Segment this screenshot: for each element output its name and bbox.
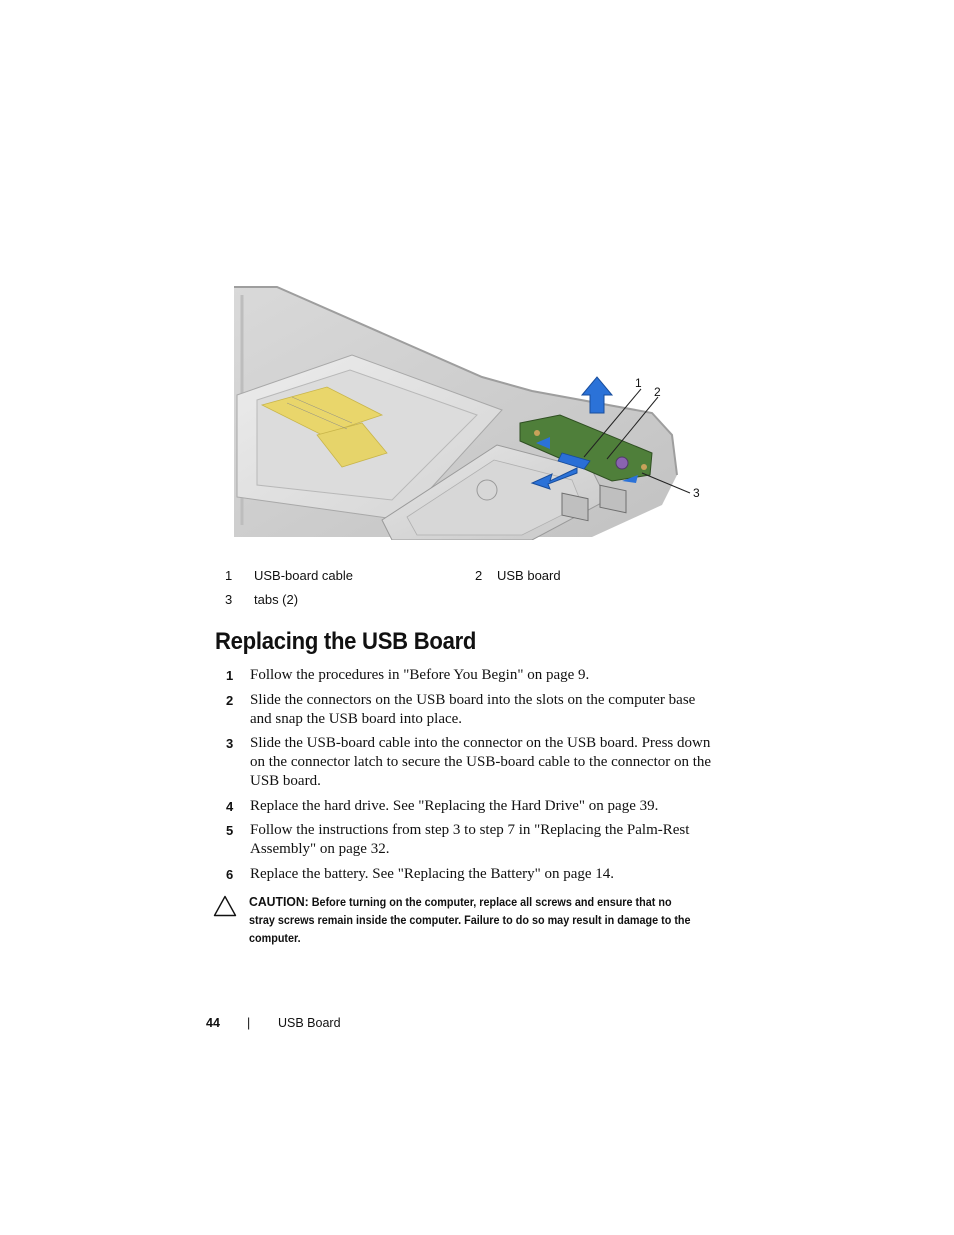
- legend-number: 3: [225, 592, 233, 607]
- step-number: 1: [226, 668, 234, 683]
- step-number: 6: [226, 866, 234, 882]
- legend-label: tabs (2): [254, 592, 299, 607]
- step-text: Replace the hard drive. See "Replacing the Hard Drive" on page 39.: [250, 797, 659, 814]
- legend-row: [224, 592, 724, 616]
- callout-2: 2: [654, 385, 661, 399]
- step-text: Replace the battery. See "Replacing the Battery" on page 14.: [250, 865, 615, 882]
- step-text: Slide the USB-board cable into the connector on the USB board. Press down on the connector latch to secure the USB-board cable to the connector on the USB board.: [250, 735, 712, 790]
- legend-number: 1: [225, 568, 233, 583]
- legend-row: [224, 568, 724, 592]
- illustration-drawing: [232, 285, 712, 540]
- step-number: 2: [226, 692, 234, 708]
- step-text: Follow the procedures in "Before You Begin" on page 9.: [250, 667, 590, 683]
- page-number: 44: [206, 1016, 220, 1030]
- legend-label: USB board: [497, 568, 561, 583]
- legend-number: 2: [475, 568, 483, 583]
- step-number: 3: [226, 736, 234, 752]
- caution-message: Before turning on the computer, replace all screws and ensure that no stray screws remain inside the computer. Failure to do so may result in damage to the computer.: [249, 897, 691, 945]
- caution-triangle-icon: [213, 895, 237, 917]
- legend-label: USB-board cable: [254, 568, 353, 583]
- caution-text-block: [249, 893, 691, 948]
- section-heading: Replacing the USB Board: [215, 628, 477, 655]
- step-number: 4: [226, 798, 234, 814]
- step-item: [226, 865, 726, 884]
- caution-label: CAUTION:: [249, 894, 309, 909]
- figure-legend: [224, 568, 724, 616]
- step-item: [226, 666, 726, 685]
- step-item: [226, 734, 726, 791]
- step-item: [226, 821, 726, 859]
- step-text: Follow the instructions from step 3 to step 7 in "Replacing the Palm-Rest Assembly" on page 32.: [250, 822, 690, 858]
- step-item: [226, 691, 726, 729]
- usb-board-removal-illustration: [232, 285, 712, 540]
- step-number: 5: [226, 823, 234, 839]
- step-text: Slide the connectors on the USB board into the slots on the computer base and snap the USB board into place.: [250, 691, 696, 727]
- footer-section-title: USB Board: [278, 1016, 341, 1030]
- callout-1: 1: [635, 376, 642, 390]
- footer-separator: |: [247, 1016, 251, 1030]
- procedure-steps: [226, 666, 726, 890]
- callout-3: 3: [693, 486, 700, 500]
- step-item: [226, 797, 726, 816]
